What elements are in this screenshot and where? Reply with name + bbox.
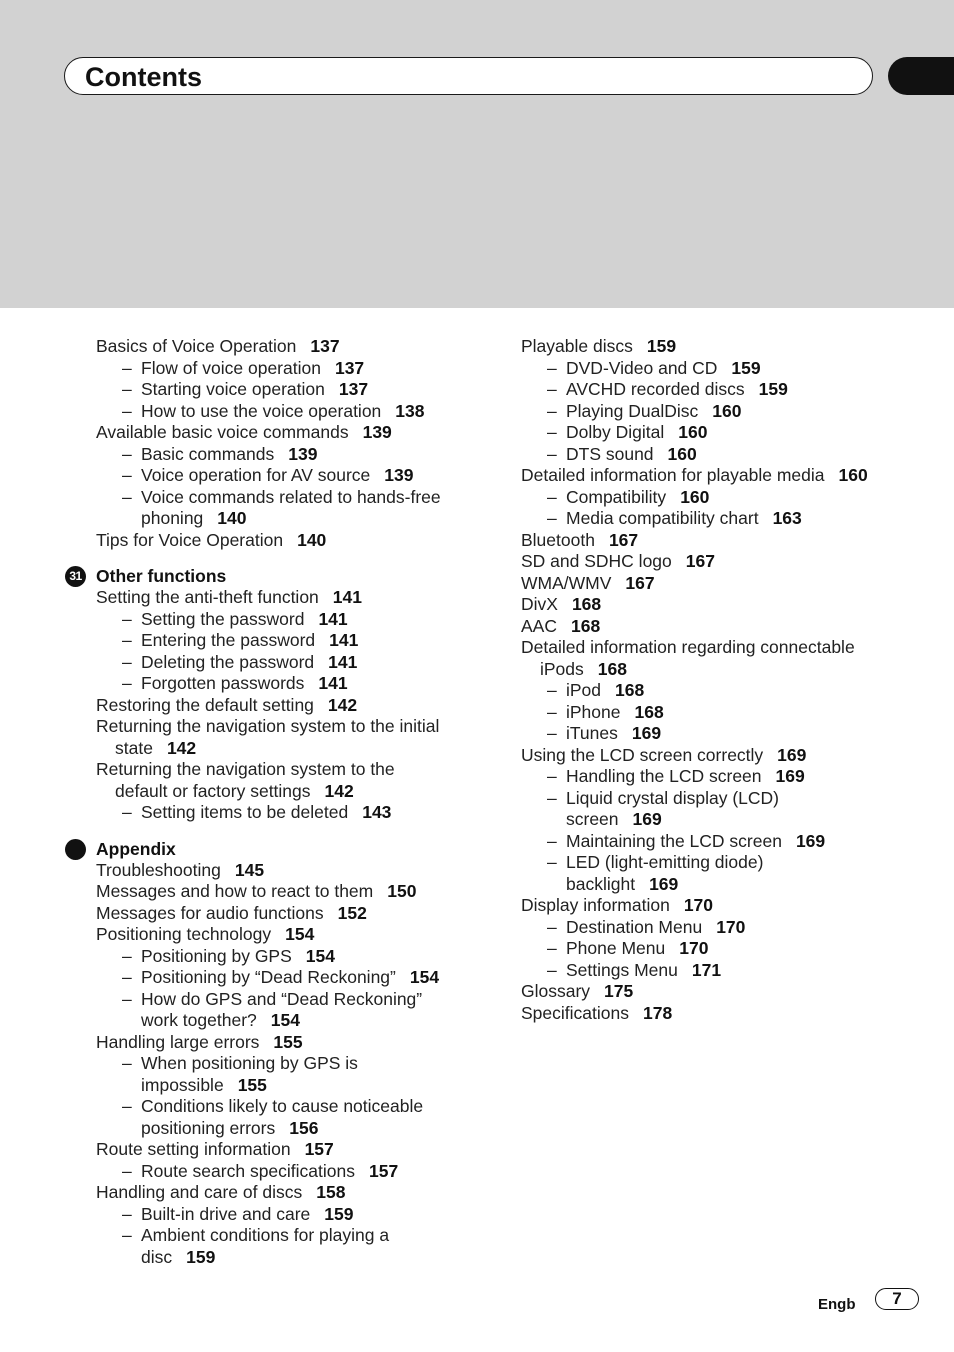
entry-text: Display information 170 bbox=[521, 895, 714, 915]
entry-text: Media compatibility chart 163 bbox=[566, 508, 802, 528]
toc-subentry[interactable] bbox=[521, 487, 921, 509]
page-reference: 140 bbox=[297, 529, 327, 550]
dash-marker: – bbox=[122, 1203, 132, 1224]
page-reference: 154 bbox=[285, 924, 315, 944]
entry-text: positioning errors 156 bbox=[141, 1117, 319, 1138]
entry-text: Maintaining the LCD screen 169 bbox=[566, 830, 826, 851]
toc-subentry[interactable] bbox=[96, 609, 486, 631]
page-reference: 142 bbox=[327, 694, 358, 715]
dash-marker: – bbox=[547, 701, 557, 722]
entry-text: default or factory settings 142 bbox=[115, 780, 354, 801]
entry-text: Positioning by “Dead Reckoning” 154 bbox=[141, 967, 440, 987]
page-reference: 141 bbox=[318, 673, 348, 693]
page-reference: 167 bbox=[608, 529, 639, 550]
entry-text: Handling the LCD screen 169 bbox=[566, 766, 805, 786]
entry-text: DivX 168 bbox=[521, 594, 602, 614]
page-reference: 169 bbox=[777, 744, 807, 765]
toc-subentry[interactable] bbox=[96, 652, 486, 674]
entry-text: Forgotten passwords 141 bbox=[141, 673, 348, 693]
page-reference: 167 bbox=[625, 572, 655, 593]
dash-marker: – bbox=[547, 830, 557, 851]
entry-text: Route setting information 157 bbox=[96, 1139, 334, 1159]
page-reference: 158 bbox=[316, 1182, 346, 1202]
toc-entry[interactable] bbox=[96, 759, 486, 802]
toc-subentry[interactable] bbox=[96, 444, 486, 466]
toc-subentry[interactable] bbox=[96, 1204, 486, 1226]
page-reference: 150 bbox=[387, 881, 417, 901]
entry-text: Available basic voice commands 139 bbox=[96, 422, 392, 442]
page-reference: 142 bbox=[166, 737, 197, 758]
dash-marker: – bbox=[122, 400, 132, 421]
toc-subentry[interactable] bbox=[521, 960, 921, 982]
entry-text: disc 159 bbox=[141, 1246, 216, 1267]
toc-entry[interactable] bbox=[96, 1032, 486, 1054]
entry-text: Basic commands 139 bbox=[141, 443, 318, 464]
entry-text: screen 169 bbox=[566, 809, 662, 829]
page-reference: 175 bbox=[604, 981, 634, 1001]
toc-subentry[interactable] bbox=[521, 401, 921, 423]
page-reference: 155 bbox=[273, 1031, 303, 1052]
entry-text: Ambient conditions for playing a bbox=[141, 1225, 390, 1245]
page-reference: 141 bbox=[328, 651, 358, 672]
dash-marker: – bbox=[122, 673, 132, 693]
dash-marker: – bbox=[547, 938, 557, 958]
toc-entry[interactable] bbox=[521, 594, 921, 616]
entry-text: DTS sound 160 bbox=[566, 443, 697, 464]
toc-entry[interactable] bbox=[521, 745, 921, 767]
dash-marker: – bbox=[122, 988, 132, 1009]
toc-entry[interactable] bbox=[521, 616, 921, 638]
entry-text: Tips for Voice Operation 140 bbox=[96, 529, 327, 550]
entry-text: Flow of voice operation 137 bbox=[141, 357, 365, 378]
section-heading-other-functions[interactable] bbox=[69, 565, 486, 587]
entry-text: Detailed information regarding connectable bbox=[521, 637, 855, 657]
entry-text: Basics of Voice Operation 137 bbox=[96, 336, 340, 356]
entry-text: Entering the password 141 bbox=[141, 630, 359, 650]
entry-text: impossible 155 bbox=[141, 1074, 267, 1095]
entry-text: How to use the voice operation 138 bbox=[141, 400, 425, 421]
entry-text: Voice commands related to hands-free bbox=[141, 486, 441, 507]
page-reference: 169 bbox=[775, 766, 805, 786]
dash-marker: – bbox=[547, 422, 557, 442]
toc-subentry[interactable] bbox=[521, 422, 921, 444]
toc-subentry[interactable] bbox=[96, 967, 486, 989]
dash-marker: – bbox=[547, 680, 557, 700]
toc-entry[interactable] bbox=[96, 903, 486, 925]
page-reference: 159 bbox=[758, 379, 788, 399]
page-reference: 137 bbox=[334, 357, 365, 378]
entry-text: iPod 168 bbox=[566, 680, 645, 700]
entry-text: Starting voice operation 137 bbox=[141, 379, 369, 399]
toc-entry[interactable] bbox=[96, 860, 486, 882]
toc-subentry[interactable] bbox=[521, 379, 921, 401]
dash-marker: – bbox=[122, 1096, 132, 1116]
page-reference: 160 bbox=[838, 465, 868, 485]
title-box bbox=[64, 57, 873, 95]
dash-marker: – bbox=[547, 400, 557, 421]
toc-subentry[interactable] bbox=[96, 1225, 486, 1268]
dash-marker: – bbox=[122, 357, 132, 378]
dash-marker: – bbox=[122, 486, 132, 507]
entry-text: AVCHD recorded discs 159 bbox=[566, 379, 788, 399]
toc-subentry[interactable] bbox=[96, 358, 486, 380]
toc-entry[interactable] bbox=[96, 587, 486, 609]
entry-text: Messages for audio functions 152 bbox=[96, 902, 367, 923]
toc-group-appendix bbox=[96, 860, 486, 1269]
page-reference: 169 bbox=[649, 873, 679, 894]
page-reference: 139 bbox=[384, 465, 414, 485]
page-reference: 156 bbox=[289, 1117, 319, 1138]
page-reference: 170 bbox=[716, 916, 746, 937]
toc-subentry[interactable] bbox=[96, 989, 486, 1032]
entry-text: Phone Menu 170 bbox=[566, 938, 709, 958]
section-title: Appendix bbox=[96, 838, 176, 859]
page-reference: 168 bbox=[570, 615, 601, 636]
page-reference: 168 bbox=[597, 658, 627, 679]
toc-subentry[interactable] bbox=[521, 852, 921, 895]
entry-text: Playable discs 159 bbox=[521, 336, 677, 356]
dash-marker: – bbox=[122, 379, 132, 399]
toc-entry[interactable] bbox=[96, 1182, 486, 1204]
toc-entry[interactable] bbox=[521, 465, 921, 487]
dash-marker: – bbox=[122, 1160, 132, 1181]
entry-text: Deleting the password 141 bbox=[141, 651, 358, 672]
entry-text: backlight 169 bbox=[566, 873, 679, 894]
language-code: Engb bbox=[818, 1296, 856, 1313]
page-reference: 138 bbox=[395, 400, 425, 421]
dash-marker: – bbox=[547, 959, 557, 980]
page-reference: 170 bbox=[683, 895, 714, 915]
toc-subentry[interactable] bbox=[521, 444, 921, 466]
toc-subentry[interactable] bbox=[96, 465, 486, 487]
entry-text: Playing DualDisc 160 bbox=[566, 400, 742, 421]
entry-text: Returning the navigation system to the bbox=[96, 759, 395, 779]
page-reference: 137 bbox=[338, 379, 369, 399]
entry-text: Specifications 178 bbox=[521, 1002, 673, 1023]
dash-marker: – bbox=[122, 630, 132, 650]
toc-entry[interactable] bbox=[521, 336, 921, 358]
page-reference: 154 bbox=[305, 945, 335, 966]
toc-entry[interactable] bbox=[521, 530, 921, 552]
page-reference: 160 bbox=[667, 443, 697, 464]
page-reference: 163 bbox=[772, 508, 802, 528]
page-reference: 154 bbox=[270, 1010, 300, 1030]
entry-text: Restoring the default setting 142 bbox=[96, 694, 358, 715]
entry-text: AAC 168 bbox=[521, 615, 601, 636]
entry-text: Positioning technology 154 bbox=[96, 924, 315, 944]
header-band bbox=[0, 0, 954, 308]
entry-text: Dolby Digital 160 bbox=[566, 422, 708, 442]
dash-marker: – bbox=[547, 379, 557, 399]
dash-marker: – bbox=[122, 443, 132, 464]
entry-text: Bluetooth 167 bbox=[521, 529, 639, 550]
page-reference: 154 bbox=[409, 967, 440, 987]
entry-text: Voice operation for AV source 139 bbox=[141, 465, 414, 485]
entry-text: Setting the anti-theft function 141 bbox=[96, 587, 362, 607]
dash-marker: – bbox=[547, 486, 557, 507]
toc-entry[interactable] bbox=[96, 881, 486, 903]
page-reference: 145 bbox=[234, 859, 265, 880]
entry-text: Messages and how to react to them 150 bbox=[96, 881, 417, 901]
dash-marker: – bbox=[547, 766, 557, 786]
entry-text: phoning 140 bbox=[141, 508, 247, 528]
entry-text: Built-in drive and care 159 bbox=[141, 1203, 354, 1224]
dash-marker: – bbox=[122, 1225, 132, 1245]
page-reference: 159 bbox=[646, 336, 677, 356]
toc-subentry[interactable] bbox=[521, 766, 921, 788]
toc-subentry[interactable] bbox=[96, 379, 486, 401]
toc-subentry[interactable] bbox=[521, 831, 921, 853]
toc-entry[interactable] bbox=[96, 422, 486, 444]
page-reference: 160 bbox=[678, 422, 708, 442]
toc-subentry[interactable] bbox=[96, 630, 486, 652]
dash-marker: – bbox=[547, 723, 557, 743]
toc-subentry[interactable] bbox=[521, 358, 921, 380]
toc-group-voice bbox=[96, 336, 486, 551]
dash-marker: – bbox=[122, 967, 132, 987]
toc-entry[interactable] bbox=[521, 551, 921, 573]
entry-text: Glossary 175 bbox=[521, 981, 634, 1001]
entry-text: Route search specifications 157 bbox=[141, 1160, 399, 1181]
toc-left-column bbox=[69, 336, 486, 1268]
page-reference: 141 bbox=[329, 630, 359, 650]
dash-marker: – bbox=[122, 802, 132, 822]
entry-text: work together? 154 bbox=[141, 1010, 300, 1030]
section-heading-appendix[interactable] bbox=[96, 838, 486, 860]
page-reference: 155 bbox=[237, 1074, 267, 1095]
page-number: 7 bbox=[875, 1288, 919, 1310]
page-reference: 139 bbox=[362, 422, 392, 442]
page-reference: 143 bbox=[362, 802, 392, 822]
dash-marker: – bbox=[547, 357, 557, 378]
dash-marker: – bbox=[547, 508, 557, 528]
entry-text: Conditions likely to cause noticeable bbox=[141, 1096, 424, 1116]
entry-text: Destination Menu 170 bbox=[566, 916, 746, 937]
page-reference: 141 bbox=[318, 608, 348, 629]
entry-text: Setting the password 141 bbox=[141, 608, 348, 629]
page-title: Contents bbox=[85, 62, 202, 92]
page-reference: 157 bbox=[304, 1139, 334, 1159]
page-reference: 178 bbox=[642, 1002, 673, 1023]
page-reference: 169 bbox=[631, 723, 662, 743]
toc-subentry[interactable] bbox=[96, 946, 486, 968]
toc-group-media bbox=[521, 336, 921, 1024]
toc-subentry[interactable] bbox=[96, 1053, 486, 1096]
toc-entry[interactable] bbox=[96, 1139, 486, 1161]
page-reference: 141 bbox=[332, 587, 362, 607]
page-reference: 140 bbox=[217, 508, 247, 528]
page-reference: 159 bbox=[324, 1203, 354, 1224]
entry-text: Detailed information for playable media 160 bbox=[521, 465, 868, 485]
page-reference: 171 bbox=[691, 959, 722, 980]
entry-text: Setting items to be deleted 143 bbox=[141, 802, 392, 822]
page-reference: 167 bbox=[685, 551, 715, 571]
entry-text: iPods 168 bbox=[540, 658, 627, 679]
entry-text: iPhone 168 bbox=[566, 701, 664, 722]
section-title: Other functions bbox=[96, 566, 227, 586]
entry-text: Using the LCD screen correctly 169 bbox=[521, 744, 807, 765]
toc-subentry[interactable] bbox=[96, 487, 486, 530]
toc-entry[interactable] bbox=[96, 695, 486, 717]
dash-marker: – bbox=[547, 787, 557, 808]
section-tab bbox=[888, 57, 954, 95]
page-reference: 168 bbox=[615, 680, 645, 700]
toc-subentry[interactable] bbox=[96, 802, 486, 824]
toc-subentry[interactable] bbox=[521, 508, 921, 530]
toc-subentry[interactable] bbox=[96, 673, 486, 695]
dash-marker: – bbox=[122, 608, 132, 629]
entry-text: DVD-Video and CD 159 bbox=[566, 357, 761, 378]
toc-subentry[interactable] bbox=[96, 1161, 486, 1183]
toc-subentry[interactable] bbox=[521, 938, 921, 960]
entry-text: WMA/WMV 167 bbox=[521, 572, 655, 593]
page-reference: 152 bbox=[337, 902, 367, 923]
entry-text: Settings Menu 171 bbox=[566, 959, 722, 980]
page-reference: 157 bbox=[369, 1160, 399, 1181]
dash-marker: – bbox=[122, 1053, 132, 1073]
dash-marker: – bbox=[122, 651, 132, 672]
entry-text: Returning the navigation system to the initial bbox=[96, 716, 440, 736]
toc-subentry[interactable] bbox=[96, 401, 486, 423]
toc-entry[interactable] bbox=[96, 530, 486, 552]
entry-text: Compatibility 160 bbox=[566, 486, 710, 507]
toc-subentry[interactable] bbox=[521, 788, 921, 831]
page-reference: 168 bbox=[571, 594, 602, 614]
toc-right-column bbox=[521, 336, 921, 1024]
page-reference: 169 bbox=[632, 809, 662, 829]
page-reference: 169 bbox=[795, 830, 826, 851]
page-reference: 159 bbox=[731, 357, 761, 378]
toc-entry[interactable] bbox=[521, 573, 921, 595]
entry-text: LED (light-emitting diode) bbox=[566, 852, 764, 872]
entry-text: Handling and care of discs 158 bbox=[96, 1182, 346, 1202]
page-reference: 142 bbox=[324, 780, 354, 801]
entry-text: state 142 bbox=[115, 737, 197, 758]
toc-subentry[interactable] bbox=[521, 723, 921, 745]
entry-text: Troubleshooting 145 bbox=[96, 859, 265, 880]
dash-marker: – bbox=[547, 443, 557, 464]
entry-text: iTunes 169 bbox=[566, 723, 662, 743]
entry-text: Positioning by GPS 154 bbox=[141, 945, 335, 966]
toc-group-other-functions bbox=[96, 587, 486, 824]
dash-marker: – bbox=[547, 852, 557, 872]
page-reference: 170 bbox=[679, 938, 709, 958]
entry-text: SD and SDHC logo 167 bbox=[521, 551, 715, 571]
chapter-badge-icon bbox=[65, 839, 86, 860]
toc-entry[interactable] bbox=[521, 895, 921, 917]
page-reference: 159 bbox=[186, 1246, 216, 1267]
chapter-number-badge: 31 bbox=[65, 566, 86, 587]
dash-marker: – bbox=[547, 916, 557, 937]
dash-marker: – bbox=[122, 465, 132, 485]
toc-entry[interactable] bbox=[96, 336, 486, 358]
toc-subentry[interactable] bbox=[521, 702, 921, 724]
entry-text: Liquid crystal display (LCD) bbox=[566, 787, 779, 808]
toc-entry[interactable] bbox=[96, 924, 486, 946]
toc-subentry[interactable] bbox=[521, 680, 921, 702]
page-reference: 139 bbox=[288, 443, 318, 464]
toc-subentry[interactable] bbox=[96, 1096, 486, 1139]
page-reference: 160 bbox=[680, 486, 710, 507]
page-reference: 160 bbox=[712, 400, 742, 421]
page-reference: 168 bbox=[634, 701, 664, 722]
dash-marker: – bbox=[122, 945, 132, 966]
entry-text: Handling large errors 155 bbox=[96, 1031, 303, 1052]
entry-text: When positioning by GPS is bbox=[141, 1053, 358, 1073]
toc-entry[interactable] bbox=[96, 716, 486, 759]
page-reference: 137 bbox=[310, 336, 340, 356]
toc-entry[interactable] bbox=[521, 981, 921, 1003]
toc-entry[interactable] bbox=[521, 637, 921, 680]
toc-subentry[interactable] bbox=[521, 917, 921, 939]
entry-text: How do GPS and “Dead Reckoning” bbox=[141, 988, 423, 1009]
toc-entry[interactable] bbox=[521, 1003, 921, 1025]
